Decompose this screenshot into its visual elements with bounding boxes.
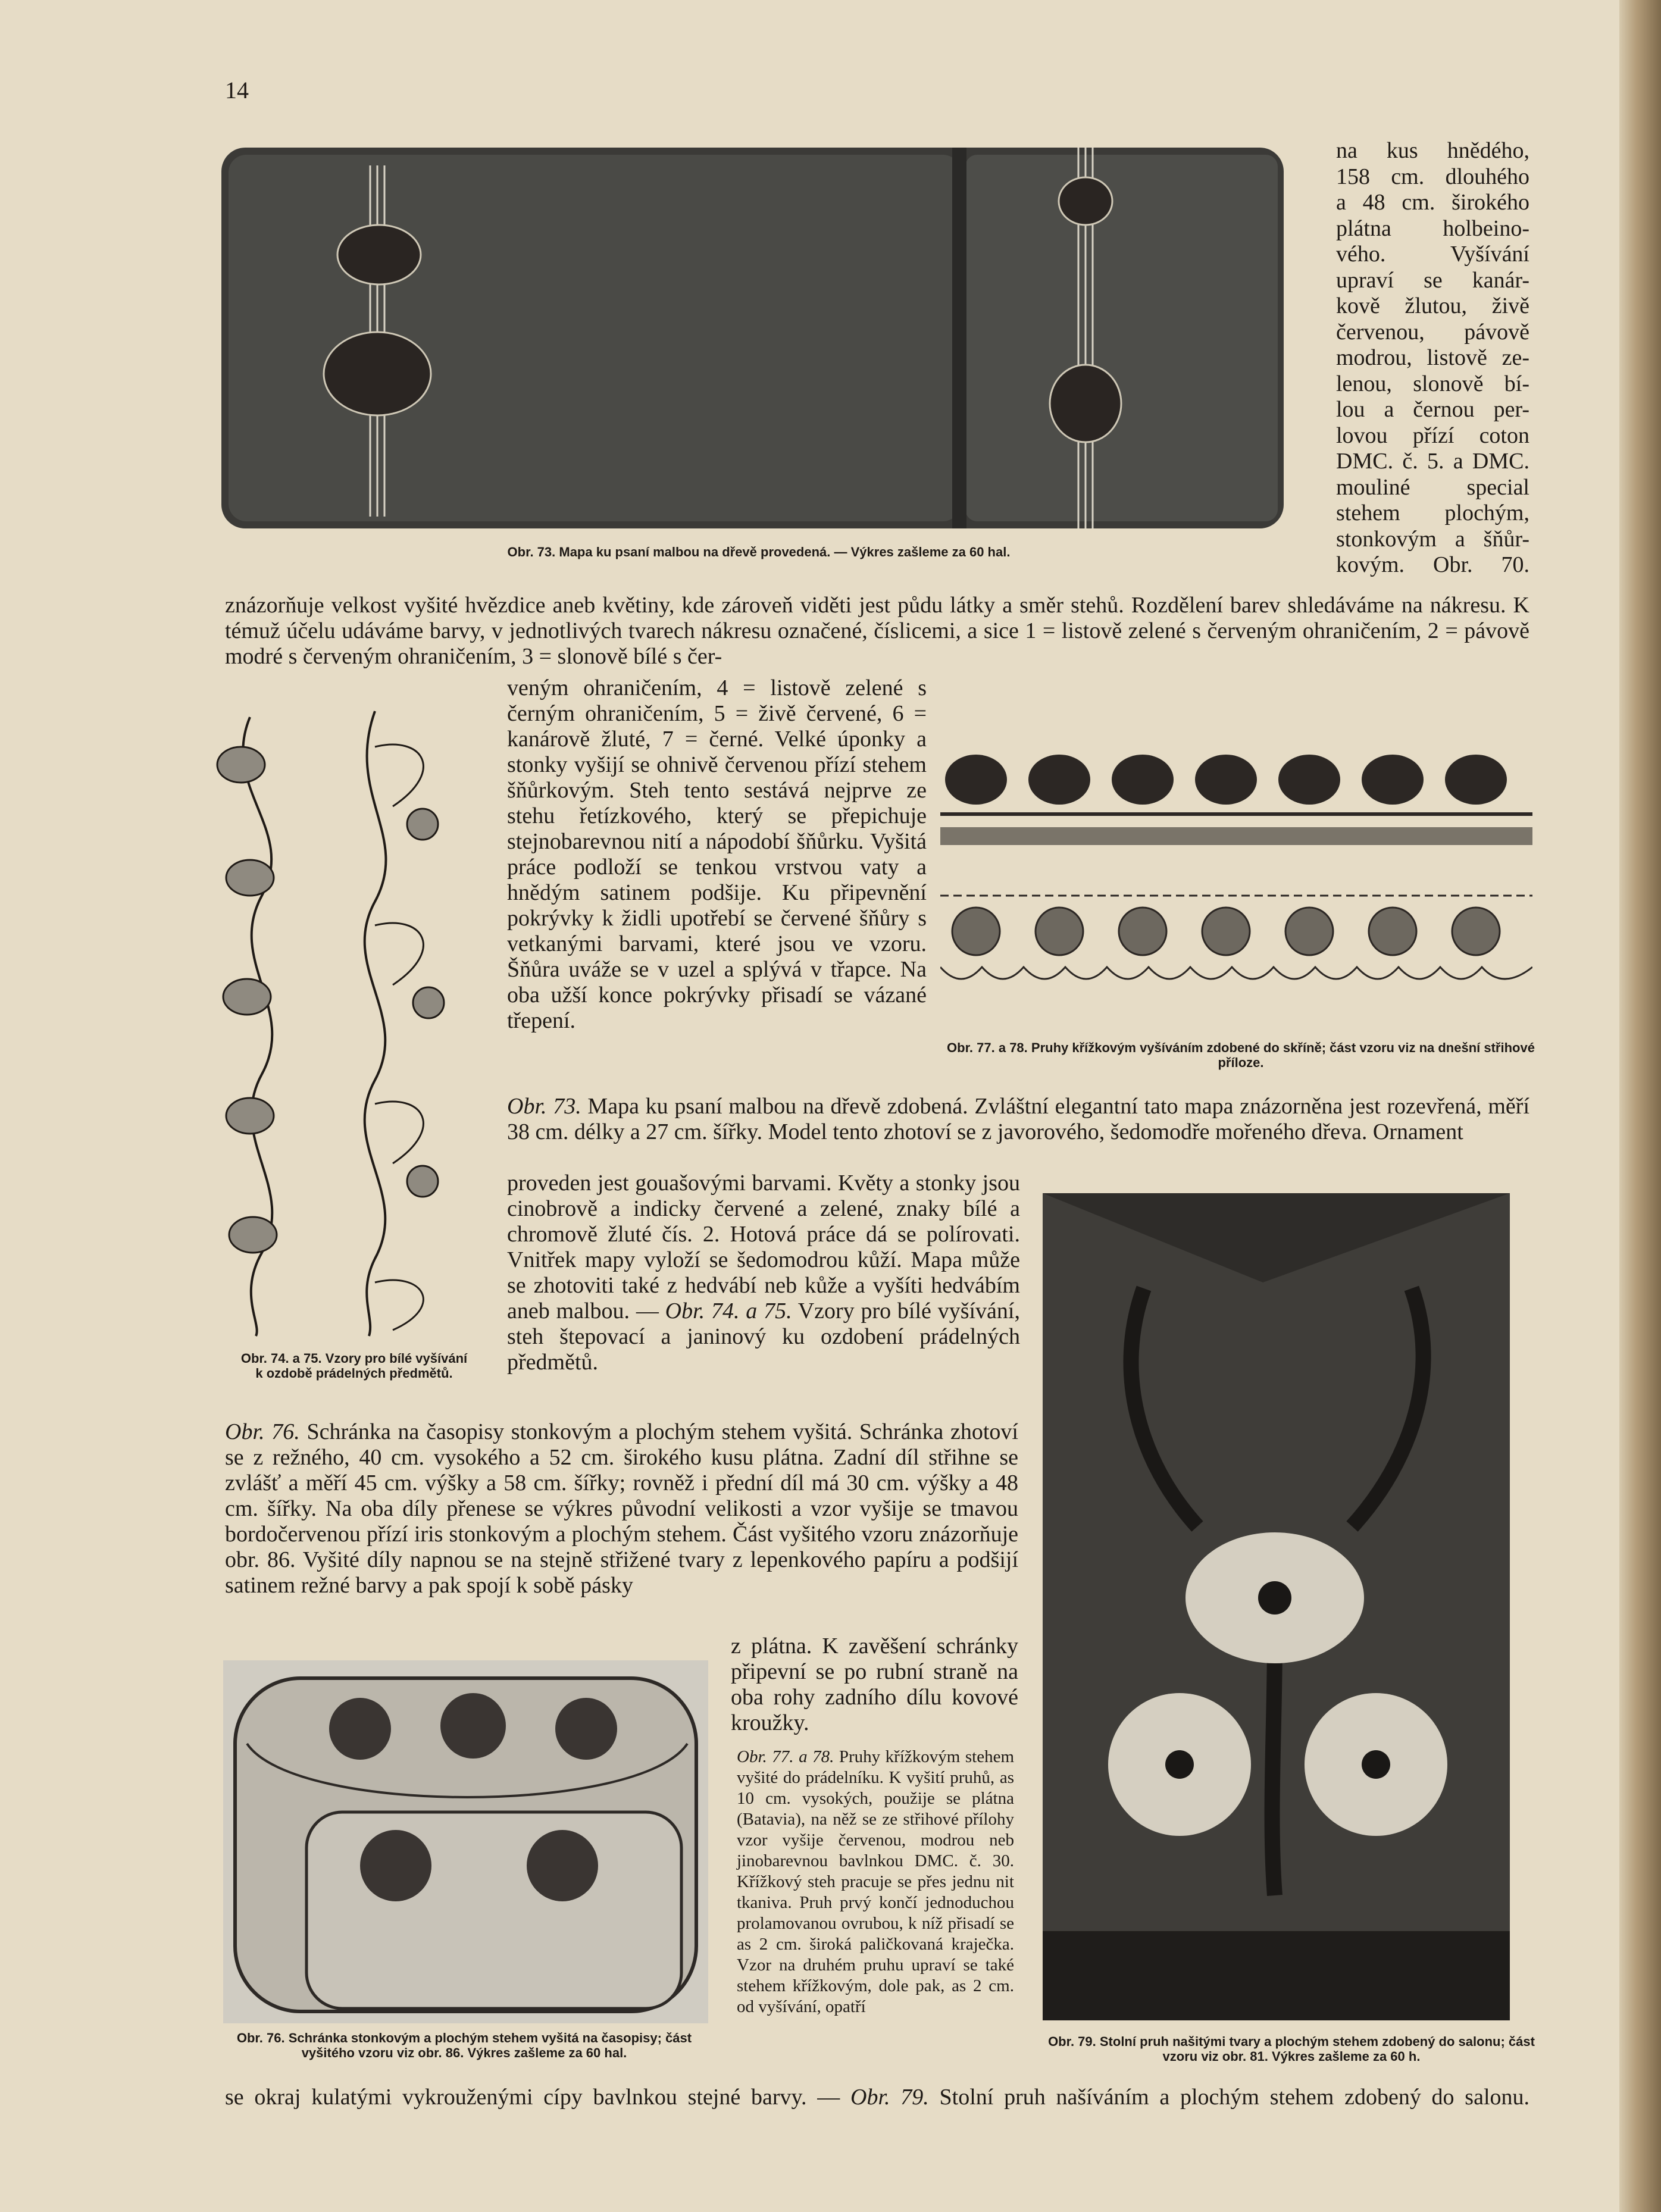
label-obr-74-75: Obr. 74. a 75. — [665, 1299, 792, 1324]
caption-fig-74-75: Obr. 74. a 75. Vzory pro bílé vyšívání k ozdobě prádelných předmětů. — [240, 1351, 468, 1381]
caption-fig-76: Obr. 76. Schránka stonkovým a plochým stehem vyšitá na časopisy; část vyšitého vzoru viz obr. 86. Výkres zašleme za 60 hal. — [236, 2030, 692, 2060]
caption-fig-77-78: Obr. 77. a 78. Pruhy křížkovým vyšíváním zdobené do skříně; část vzoru viz na dnešní střihové příloze. — [947, 1040, 1535, 1070]
top-right-column-line: kově žlutou, živě — [1336, 293, 1529, 318]
top-right-column-line: lovou přízí coton — [1336, 423, 1529, 448]
paragraph-obr-73-continued: proveden jest gouašovými barvami. Květy a stonky jsou cinobrově a indicky červené a zelené, znaky bílé a chromově žluté čís. 2. Hotová práce dá se polírovati. Vnitřek mapy vyloží se šedomodrou kůží. Mapa může se zhotoviti také z hedvábí neb kůže a vyšíti hedvábím aneb malbou. — Obr. 74. a 75. Vzory pro bílé vyšívání, steh štepovací a janinový ku ozdobení prádelných předmětů. — [507, 1171, 1020, 1375]
top-right-column-line: vého. Vyšívání — [1336, 242, 1529, 267]
figure-77-78-strips — [940, 729, 1532, 1027]
top-right-column-line: upraví se kanár- — [1336, 267, 1529, 293]
caption-fig-73: Obr. 73. Mapa ku psaní malbou na dřevě provedená. — Výkres zašleme za 60 hal. — [507, 545, 1011, 559]
figure-79-table-runner-photo — [1043, 1193, 1510, 2020]
label-obr-76: Obr. 76. — [225, 1419, 300, 1444]
paragraph-obr-73: Obr. 73. Mapa ku psaní malbou na dřevě zdobená. Zvláštní elegantní tato mapa znázorněna jest rozevřená, měří 38 cm. délky a 27 cm. šířky. Model tento zhotoví se z javorového, šedomodře mořeného dřeva. Ornament — [507, 1094, 1529, 1144]
paragraph-full-width: znázorňuje velkost vyšité hvězdice aneb květiny, kde zároveň viděti jest půdu látky a směr stehů. Rozdělení barev shledáváme na nákresu. K témuž účelu udáváme barvy, v jednotlivých tvarech nákresu označené, číslicemi, a sice 1 = listově zelené s červeným ohraničením, 2 = pávově modré s červeným ohraničením, 3 = slonově bílé s čer- — [225, 593, 1529, 669]
top-right-column-line: mouliné special — [1336, 474, 1529, 500]
paragraph-mid-column: veným ohraničením, 4 = listově zelené s černým ohraničením, 5 = živě červené, 6 = kanárově žluté, 7 = černé. Velké úponky a stonky vyšijí se ohnivě červenou přízí stehem šňůrkovým. Steh tento sestává nejprve ze stehu řetízkového, který se přepichuje stejnobarevnou nití a nápodobí šňůrku. Vyšitá práce podloží se tenkou vrstvou vaty a hnědým satinem podšije. Ku připevnění pokrývky k židli upotřebí se červené šňůry s vetkanými barvami, které jsou ve vzoru. Šňůra uváže se v uzel a splývá v třapce. Na oba užší konce pokrývky přisadí se vázané třepení. — [507, 675, 927, 1033]
paragraph-obr-76-continued: z plátna. K zavěšení schránky připevní se po rubní straně na oba rohy zadního dílu kovové kroužky. — [731, 1634, 1018, 1735]
label-obr-73: Obr. 73. — [507, 1094, 581, 1119]
paragraph-obr-77-78: Obr. 77. a 78. Pruhy křížkovým stehem vyšité do prádelníku. K vyšití pruhů, as 10 cm. vysokých, použije se plátna (Batavia), na něž se ze střihové přílohy vzor vyšije červenou, modrou neb jinobarevnou bavlnkou DMC. č. 30. Křížkový steh pracuje se přes jednu nit tkaniva. Pruh prvý končí jednoduchou prolamovanou ovrubou, k níž přisadí se as 2 cm. široká paličkovaná kraječka. Vzor na druhém pruhu upraví se také stehem křížkovým, dole pak, as 2 cm. od vyšívání, opatří — [737, 1747, 1014, 2016]
top-right-column-line: lou a černou per- — [1336, 397, 1529, 422]
top-right-column-line: a 48 cm. širokého — [1336, 190, 1529, 215]
top-right-column-line: DMC. č. 5. a DMC. — [1336, 449, 1529, 474]
paragraph-obr-76: Obr. 76. Schránka na časopisy stonkovým a plochým stehem vyšitá. Schránka zhotoví se z režného, 40 cm. vysokého a 52 cm. širokého kusu plátna. Zadní díl střihne se zvlášť a měří 45 cm. výšky a 58 cm. šířky; rovněž i přední díl má 30 cm. výšky a 48 cm. šířky. Na oba díly přenese se výkres původní velikosti a vzor vyšije se tmavou bordočervenou přízí iris stonkovým a plochým stehem. Část vyšitého vzoru znázorňuje obr. 86. Vyšité díly napnou se na stejně střižené tvary z lepenkového papíru a podšijí satinem režné barvy a pak spojí k sobě pásky — [225, 1419, 1018, 1598]
figure-74-75-borders — [196, 699, 497, 1342]
figure-76-magazine-holder-photo — [223, 1660, 708, 2023]
top-right-column-line: stonkovým a šňůr- — [1336, 526, 1529, 552]
book-spine-edge — [1619, 0, 1661, 2212]
page-number: 14 — [225, 77, 249, 104]
figure-73-portfolio-photo — [221, 148, 1284, 528]
top-right-column-line: červenou, pávově — [1336, 319, 1529, 345]
caption-fig-79: Obr. 79. Stolní pruh našitými tvary a plochým stehem zdobený do salonu; část vzoru viz obr. 81. Výkres zašleme za 60 h. — [1048, 2034, 1535, 2064]
paragraph-bottom-line: se okraj kulatými vykrouženými cípy bavlnkou stejné barvy. — Obr. 79. Stolní pruh našíváním a plochým stehem zdobený do salonu. — [225, 2085, 1530, 2110]
label-obr-79: Obr. 79. — [850, 2085, 929, 2110]
top-right-column-line: lenou, slonově bí- — [1336, 371, 1529, 396]
top-right-column-line: plátna holbeino- — [1336, 215, 1529, 241]
top-right-column-line: kovým. Obr. 70. — [1336, 552, 1529, 577]
top-right-column-line: stehem plochým, — [1336, 500, 1529, 525]
top-right-column-line: 158 cm. dlouhého — [1336, 164, 1529, 189]
top-right-column-line: modrou, listově ze- — [1336, 345, 1529, 370]
top-right-column — [1336, 138, 1529, 578]
top-right-column-line: na kus hnědého, — [1336, 138, 1529, 163]
label-obr-77-78: Obr. 77. a 78. — [737, 1747, 834, 1766]
